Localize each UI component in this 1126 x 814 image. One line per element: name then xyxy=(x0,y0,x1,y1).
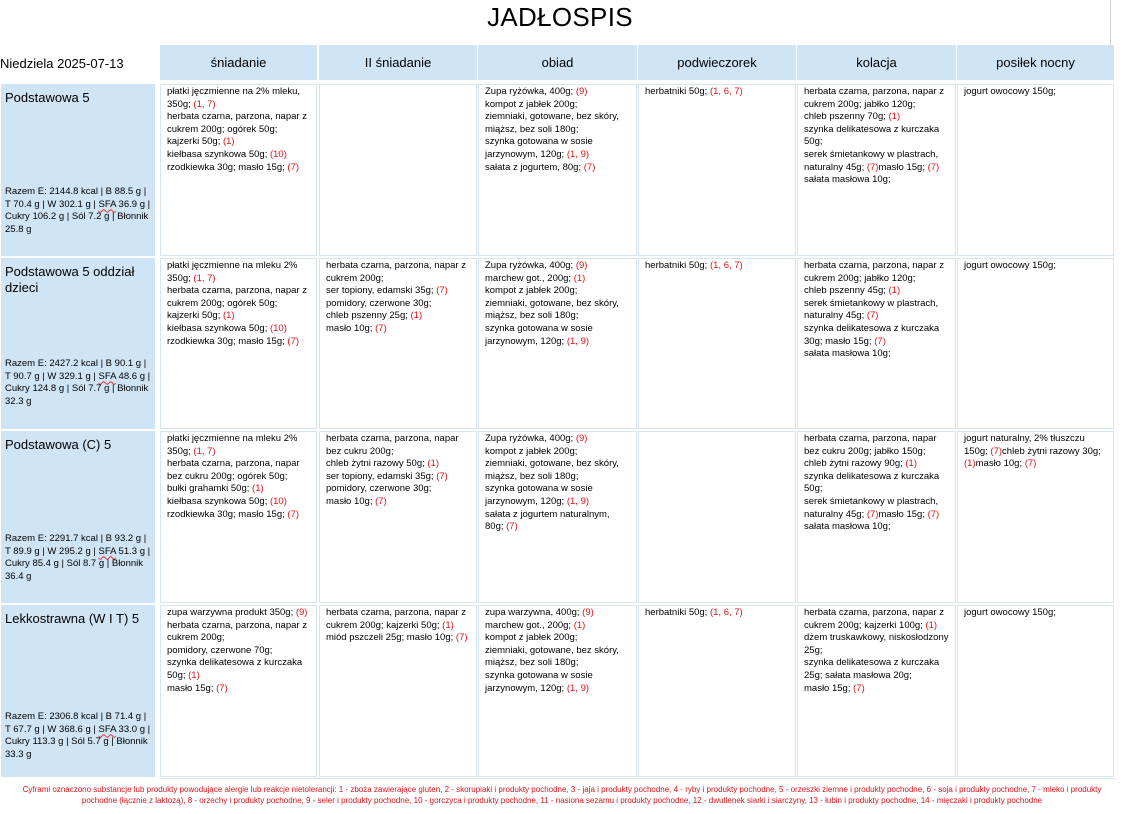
menu-item: jogurt owocowy 150g; xyxy=(964,86,1056,97)
menu-item: ziemniaki, gotowane, bez skóry, miąższ, bez soli 180g; xyxy=(485,458,619,482)
allergen-codes: (7) xyxy=(866,508,879,520)
menu-item: ziemniaki, gotowane, bez skóry, miąższ, bez soli 180g; xyxy=(485,644,619,669)
allergen-codes: (1) xyxy=(410,310,423,322)
menu-item: chleb pszenny 45g; xyxy=(804,285,889,297)
menu-item: chleb żytni razowy 90g; xyxy=(804,458,906,470)
menu-cell xyxy=(160,84,317,256)
allergen-codes: (1) xyxy=(222,310,235,322)
allergen-codes: (1, 9) xyxy=(566,335,590,347)
menu-item: masło 15g; xyxy=(804,682,854,694)
allergen-codes: (1, 7) xyxy=(193,445,216,457)
page-title: JADŁOSPIS xyxy=(487,2,633,32)
menu-item: szynka delikatesowa z kurczaka 30g; masło 15g; xyxy=(804,322,940,347)
allergen-codes: (1) xyxy=(188,669,200,681)
allergen-codes: (7) xyxy=(287,508,300,520)
allergen-codes: (1) xyxy=(222,136,235,148)
menu-item: herbata czarna, parzona, napar z cukrem 200g; jabłko 120g; xyxy=(804,86,944,110)
menu-item: rzodkiewka 30g; masło 15g; xyxy=(167,508,288,520)
menu-item: ser topiony, edamski 35g; xyxy=(326,470,437,482)
menu-item: płatki jęczmienne na mleku 2% 350g; xyxy=(167,260,298,284)
menu-date: Niedziela 2025-07-13 xyxy=(0,56,124,71)
menu-cell xyxy=(478,605,637,777)
allergen-codes: (7) xyxy=(853,682,865,694)
meal-header: obiad xyxy=(478,45,637,80)
menu-item: szynka gotowana w sosie jarzynowym, 120g; xyxy=(485,483,593,507)
allergen-codes: (1, 6, 7) xyxy=(709,86,743,97)
menu-item: herbata czarna, parzona, napar z cukrem 200g; xyxy=(326,260,466,284)
allergen-codes: (7) xyxy=(436,285,448,297)
menu-item: herbata czarna, parzona, napar z cukrem 200g; kajzerki 50g; xyxy=(326,607,466,631)
menu-item: masło 15g; xyxy=(878,161,928,173)
allergen-codes: (9) xyxy=(575,86,588,97)
menu-item: rzodkiewka 30g; masło 15g; xyxy=(167,335,288,347)
menu-item: sałata z jogurtem naturalnym, 80g; xyxy=(485,508,610,533)
allergen-codes: (9) xyxy=(575,260,588,271)
menu-item: ser topiony, edamski 35g; xyxy=(326,285,437,297)
menu-item: herbata czarna, parzona, napar bez cukru 200g; jabłko 150g; xyxy=(804,433,937,457)
nutrition-summary: Razem E: 2427.2 kcal | B 90.1 g | T 90.7 g | W 329.1 g | SFA 48.6 g | Cukry 124.8 g | Sól 7.7 g | Błonnik 32.3 g xyxy=(5,358,151,407)
menu-item: ziemniaki, gotowane, bez skóry, miąższ, bez soli 180g; xyxy=(485,111,619,135)
allergen-codes: (1, 9) xyxy=(566,495,590,507)
meal-header: posiłek nocny xyxy=(957,45,1114,80)
menu-item: serek śmietankowy w plastrach, naturalny 45g; xyxy=(804,148,939,173)
menu-item: serek śmietankowy w plastrach, naturalny 45g; xyxy=(804,495,939,520)
menu-item: masło 10g; xyxy=(326,495,376,507)
allergen-codes: (9) xyxy=(582,607,594,618)
allergen-codes: (1, 7) xyxy=(193,98,216,110)
menu-item: Zupa ryżówka, 400g; xyxy=(485,260,576,271)
allergen-footnote: Cyframi oznaczono substancje lub produkty powodujące alergie lub reakcje nietolerancji: 1 - zboża zawierające gluten, 2 - skorupiaki i produkty pochodne, 3 - jaja i produkty pochodne, 4 - ryby i produkty pochodne, 5 - orzeszki ziemne i produkty pochodne, 6 - soja i produkty pochodne, 7 - mleko i produkty pochodne (łącznie z laktozą), 8 - orzechy i produkty pochodne, 9 - seler i produkty pochodne, 10 - gorczyca i produkty pochodne, 11 - nasiona sezamu i produkty pochodne, 12 - dwutlenek siarki i siarczyny, 13 - łubin i produkty pochodne, 14 - mięczaki i produkty pochodne xyxy=(22,785,1102,805)
menu-item: herbata czarna, parzona, napar z cukrem 200g; kajzerki 100g; xyxy=(804,607,944,631)
menu-item: masło 15g; xyxy=(167,682,217,694)
menu-item: chleb pszenny 70g; xyxy=(804,111,889,123)
allergen-codes: (1, 6, 7) xyxy=(709,607,743,618)
menu-item: zupa warzywna produkt 350g; xyxy=(167,607,296,618)
allergen-codes: (10) xyxy=(269,322,287,334)
allergen-codes: (10) xyxy=(269,148,287,160)
menu-item: rzodkiewka 30g; masło 15g; xyxy=(167,161,288,173)
menu-item: pomidory, czerwone 30g; xyxy=(326,297,432,309)
diet-row-header xyxy=(1,84,155,256)
menu-cell xyxy=(160,605,317,777)
allergen-codes: (10) xyxy=(269,495,287,507)
menu-item: kajzerki 50g; xyxy=(167,136,223,148)
menu-cell xyxy=(319,431,477,603)
menu-item: szynka delikatesowa z kurczaka 50g; xyxy=(167,657,303,681)
allergen-codes: (7) xyxy=(1024,458,1037,470)
allergen-codes: (7) xyxy=(866,310,879,322)
menu-item: sałata masłowa 10g; xyxy=(804,348,891,360)
allergen-codes: (7) xyxy=(927,161,940,173)
menu-item: szynka delikatesowa z kurczaka 50g; xyxy=(804,470,940,495)
menu-cell xyxy=(797,258,956,429)
menu-cell xyxy=(319,84,477,256)
allergen-codes: (1) xyxy=(888,111,901,123)
menu-item: miód pszczeli 25g; masło 10g; xyxy=(326,632,456,644)
menu-item: herbata czarna, parzona, napar bez cukru 200g; xyxy=(326,433,459,457)
allergen-codes: (7) xyxy=(287,335,300,347)
menu-item: masło 10g; xyxy=(975,458,1025,470)
allergen-codes: (1, 6, 7) xyxy=(709,260,743,271)
allergen-codes: (7) xyxy=(375,322,387,334)
menu-item: kiełbasa szynkowa 50g; xyxy=(167,495,270,507)
allergen-codes: (1) xyxy=(573,619,586,631)
menu-item: masło 15g; xyxy=(878,508,928,520)
menu-item: masło 10g; xyxy=(326,322,376,334)
menu-item: herbatniki 50g; xyxy=(645,260,710,271)
allergen-codes: (1) xyxy=(964,458,976,470)
allergen-codes: (7) xyxy=(216,682,228,694)
menu-cell xyxy=(319,258,477,429)
meal-header: podwieczorek xyxy=(638,45,796,80)
menu-item: pomidory, czerwone 30g; xyxy=(326,483,432,495)
menu-item: jogurt naturalny, 2% tłuszczu 150g; xyxy=(964,433,1085,457)
menu-item: szynka gotowana w sosie jarzynowym, 120g; xyxy=(485,669,593,694)
allergen-codes: (9) xyxy=(575,433,588,444)
menu-item: szynka delikatesowa z kurczaka 50g; xyxy=(804,123,940,148)
menu-item: jogurt owocowy 150g; xyxy=(964,260,1056,271)
menu-item: herbata czarna, parzona, napar z cukrem 200g; xyxy=(167,619,307,644)
menu-cell xyxy=(638,258,796,429)
diet-name: Podstawowa (C) 5 xyxy=(5,437,112,452)
diet-name: Podstawowa 5 xyxy=(5,90,90,105)
menu-item: herbata czarna, parzona, napar bez cukru 200g; ogórek 50g; xyxy=(167,458,300,482)
menu-cell xyxy=(638,84,796,256)
diet-name: Podstawowa 5 oddział dzieci xyxy=(5,264,135,295)
menu-item: jogurt owocowy 150g; xyxy=(964,607,1056,618)
menu-item: herbata czarna, parzona, napar z cukrem 200g; ogórek 50g; xyxy=(167,285,307,309)
menu-cell xyxy=(638,605,796,777)
menu-item: chleb pszenny 25g; xyxy=(326,310,411,322)
menu-cell xyxy=(797,431,956,603)
menu-cell xyxy=(957,431,1114,603)
menu-cell xyxy=(319,605,477,777)
meal-header: śniadanie xyxy=(160,45,317,80)
allergen-codes: (1) xyxy=(427,458,440,470)
allergen-codes: (7) xyxy=(927,508,940,520)
allergen-codes: (7) xyxy=(874,335,886,347)
allergen-codes: (7) xyxy=(455,632,468,644)
nutrition-summary: Razem E: 2306.8 kcal | B 71.4 g | T 67.7 g | W 368.6 g | SFA 33.0 g | Cukry 113.3 g | Sól 5.7 g | Błonnik 33.3 g xyxy=(5,711,151,760)
allergen-codes: (7) xyxy=(506,521,518,533)
menu-item: zupa warzywna, 400g; xyxy=(485,607,583,618)
menu-cell xyxy=(957,84,1114,256)
allergen-codes: (7) xyxy=(583,161,596,173)
menu-item: szynka gotowana w sosie jarzynowym, 120g; xyxy=(485,322,593,347)
nutrition-summary: Razem E: 2291.7 kcal | B 93.2 g | T 89.9 g | W 295.2 g | SFA 51.3 g | Cukry 85.4 g | Sól 8.7 g | Błonnik 36.4 g xyxy=(5,533,151,582)
menu-item: szynka gotowana w sosie jarzynowym, 120g; xyxy=(485,136,593,160)
menu-item: marchew got., 200g; xyxy=(485,619,574,631)
allergen-codes: (1) xyxy=(252,483,264,495)
menu-item: dżem truskawkowy, niskosłodzony 25g; xyxy=(804,632,949,656)
menu-cell xyxy=(478,84,637,256)
menu-cell xyxy=(478,258,637,429)
menu-cell xyxy=(957,258,1114,429)
diet-row-header xyxy=(1,605,155,777)
menu-item: kompot z jabłek 200g; xyxy=(485,632,578,644)
allergen-codes: (1) xyxy=(442,619,454,631)
menu-item: sałata masłowa 10g; xyxy=(804,174,891,186)
allergen-codes: (7) xyxy=(436,470,448,482)
menu-item: chleb żytni razowy 30g; xyxy=(1002,445,1101,457)
divider xyxy=(160,778,1115,779)
menu-item: płatki jęczmienne na 2% mleku, 350g; xyxy=(167,86,301,110)
menu-item: sałata masłowa 10g; xyxy=(804,521,891,533)
menu-item: kompot z jabłek 200g; xyxy=(485,285,578,297)
allergen-codes: (9) xyxy=(295,607,308,618)
menu-item: serek śmietankowy w plastrach, naturalny 45g; xyxy=(804,297,939,322)
diet-row-header xyxy=(1,258,155,429)
menu-item: kiełbasa szynkowa 50g; xyxy=(167,148,270,160)
menu-item: kompot z jabłek 200g; xyxy=(485,445,578,457)
menu-item: herbatniki 50g; xyxy=(645,86,710,97)
menu-item: kajzerki 50g; xyxy=(167,310,223,322)
menu-item: chleb żytni razowy 50g; xyxy=(326,458,428,470)
menu-item: herbatniki 50g; xyxy=(645,607,710,618)
menu-cell xyxy=(478,431,637,603)
menu-cell xyxy=(160,431,317,603)
menu-item: herbata czarna, parzona, napar z cukrem 200g; jabłko 120g; xyxy=(804,260,944,284)
allergen-codes: (7) xyxy=(287,161,300,173)
diet-row-header xyxy=(1,431,155,603)
menu-item: płatki jęczmienne na mleku 2% 350g; xyxy=(167,433,298,457)
menu-cell xyxy=(638,431,796,603)
allergen-codes: (1) xyxy=(888,285,901,297)
meal-header: kolacja xyxy=(797,45,956,80)
menu-item: bułki grahamki 50g; xyxy=(167,483,253,495)
allergen-codes: (1) xyxy=(925,619,938,631)
menu-item: kompot z jabłek 200g; xyxy=(485,98,578,110)
divider xyxy=(1110,0,1111,50)
allergen-codes: (1, 9) xyxy=(566,682,590,694)
allergen-codes: (1) xyxy=(905,458,918,470)
diet-name: Lekkostrawna (W I T) 5 xyxy=(5,611,140,626)
menu-item: pomidory, czerwone 70g; xyxy=(167,644,273,656)
allergen-codes: (1) xyxy=(573,272,586,284)
menu-item: ziemniaki, gotowane, bez skóry, miąższ, bez soli 180g; xyxy=(485,297,619,322)
menu-cell xyxy=(160,258,317,429)
menu-item: sałata z jogurtem, 80g; xyxy=(485,161,584,173)
nutrition-summary: Razem E: 2144.8 kcal | B 88.5 g | T 70.4 g | W 302.1 g | SFA 36.9 g | Cukry 106.2 g | Sól 7.2 g | Błonnik 25.8 g xyxy=(5,186,151,235)
meal-header: II śniadanie xyxy=(319,45,477,80)
menu-cell xyxy=(797,605,956,777)
allergen-codes: (1, 9) xyxy=(566,148,590,160)
menu-item: kiełbasa szynkowa 50g; xyxy=(167,322,270,334)
menu-item: Zupa ryżówka, 400g; xyxy=(485,86,576,97)
menu-item: herbata czarna, parzona, napar z cukrem 200g; ogórek 50g; xyxy=(167,111,307,135)
allergen-codes: (7) xyxy=(375,495,387,507)
menu-cell xyxy=(797,84,956,256)
allergen-codes: (7) xyxy=(866,161,879,173)
menu-item: szynka delikatesowa z kurczaka 25g; sałata masłowa 20g; xyxy=(804,657,940,681)
menu-item: marchew got., 200g; xyxy=(485,272,574,284)
menu-cell xyxy=(957,605,1114,777)
allergen-codes: (1, 7) xyxy=(193,272,216,284)
menu-item: Zupa ryżówka, 400g; xyxy=(485,433,576,444)
allergen-codes: (7) xyxy=(990,445,1003,457)
